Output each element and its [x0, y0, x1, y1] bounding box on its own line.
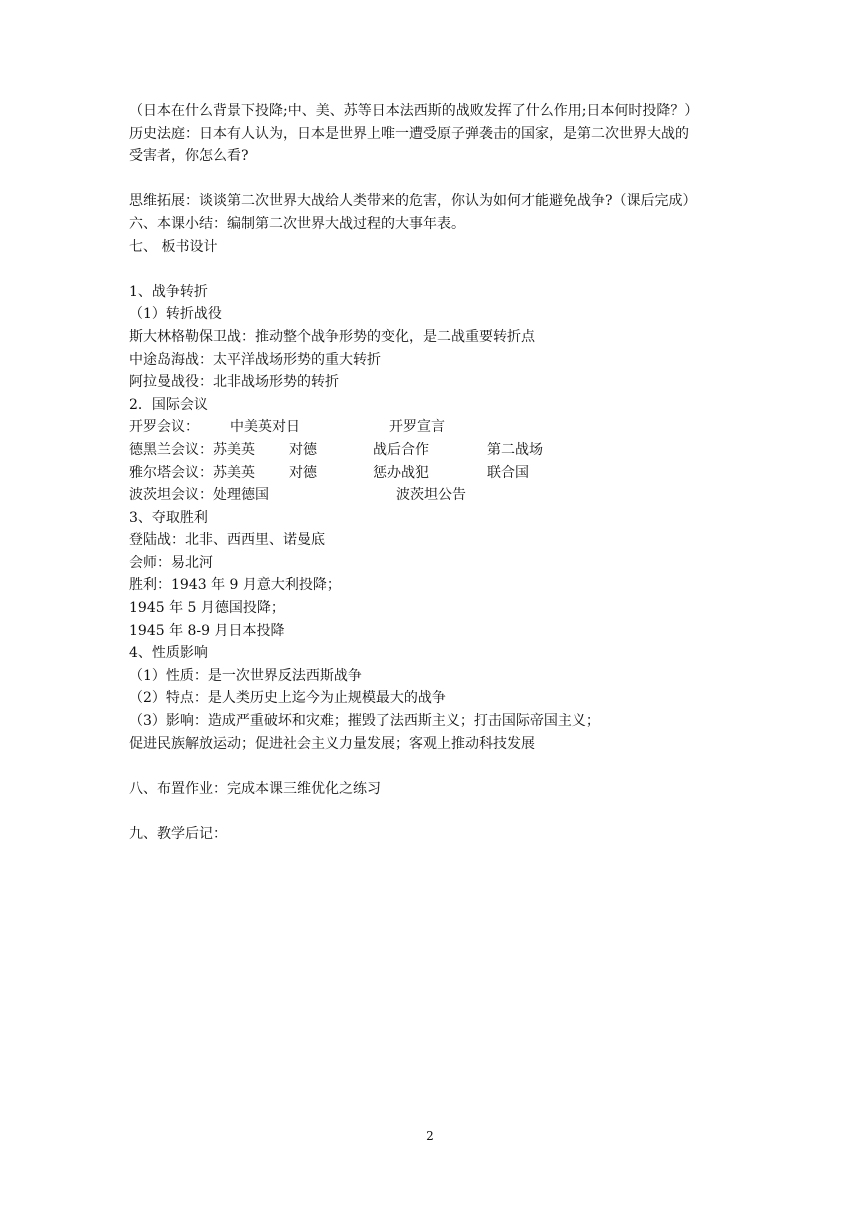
yalta-target: 对德	[289, 464, 317, 481]
paragraph-history-court-cont: 受害者，你怎么看?	[129, 148, 249, 165]
yalta-result: 联合国	[487, 464, 529, 481]
cairo-name: 开罗会议：	[129, 419, 199, 436]
board-line-impact-cont: 促进民族解放运动；促进社会主义力量发展；客观上推动科技发展	[129, 735, 535, 752]
blank-line	[129, 755, 739, 778]
board-line-elbe: 会师：易北河	[129, 554, 213, 571]
section-board-design: 七、 板书设计	[129, 238, 218, 255]
board-line-nature: （1）性质：是一次世界反法西斯战争	[129, 667, 362, 684]
board-line-germany: 1945 年 5 月德国投降；	[129, 600, 285, 617]
blank-line	[129, 258, 739, 281]
board-line-impact: （3）影响：造成严重破坏和灾难；摧毁了法西斯主义；打击国际帝国主义；	[129, 713, 600, 730]
board-heading-turning-point: 1、战争转折	[129, 283, 208, 300]
paragraph-japan-surrender-question: （日本在什么背景下投降;中、美、苏等日本法西斯的战败发挥了什么作用;日本何时投降？）	[129, 103, 699, 119]
board-row-tehran	[129, 439, 739, 462]
board-line-stalingrad: 斯大林格勒保卫战：推动整个战争形势的变化，是二战重要转折点	[129, 328, 535, 345]
board-line-midway: 中途岛海战：太平洋战场形势的重大转折	[129, 351, 381, 368]
board-line-features: （2）特点：是人类历史上迄今为止规模最大的战争	[129, 690, 446, 707]
tehran-name: 德黑兰会议：苏美英	[129, 441, 255, 458]
tehran-target: 对德	[289, 441, 317, 458]
section-postscript: 九、教学后记：	[129, 826, 227, 842]
tehran-topic: 战后合作	[373, 441, 429, 458]
paragraph-thinking-extension: 思维拓展：谈谈第二次世界大战给人类带来的危害，你认为如何才能避免战争?（课后完成）	[129, 193, 697, 210]
blank-line	[129, 168, 739, 191]
board-row-yalta	[129, 462, 739, 485]
board-row-cairo	[129, 416, 739, 439]
board-row-potsdam	[129, 484, 739, 507]
board-line-alamein: 阿拉曼战役：北非战场形势的转折	[129, 374, 339, 391]
cairo-result: 开罗宣言	[389, 419, 445, 436]
board-line-italy: 胜利：1943 年 9 月意大利投降；	[129, 577, 341, 594]
board-line-japan: 1945 年 8-9 月日本投降	[129, 622, 285, 639]
cairo-parties: 中美英对日	[230, 419, 300, 436]
tehran-result: 第二战场	[487, 441, 543, 458]
board-line-landings: 登陆战：北非、西西里、诺曼底	[129, 532, 325, 549]
paragraph-history-court: 历史法庭：日本有人认为，日本是世界上唯一遭受原子弹袭击的国家，是第二次世界大战的	[129, 125, 689, 142]
section-lesson-summary: 六、本课小结：编制第二次世界大战过程的大事年表。	[129, 215, 465, 232]
section-homework: 八、布置作业：完成本课三维优化之练习	[129, 780, 381, 797]
document-body	[129, 100, 739, 846]
board-heading-conferences: 2．国际会议	[129, 396, 208, 413]
potsdam-result: 波茨坦公告	[396, 487, 466, 504]
yalta-topic: 惩办战犯	[373, 464, 429, 481]
page-number: 2	[426, 1129, 434, 1143]
board-heading-nature: 4、性质影响	[129, 645, 208, 662]
board-heading-victory: 3、夺取胜利	[129, 509, 208, 526]
blank-line	[129, 800, 739, 823]
board-sub-turning-battles: （1）转折战役	[129, 306, 222, 323]
yalta-name: 雅尔塔会议：苏美英	[129, 464, 255, 481]
potsdam-name: 波茨坦会议：处理德国	[129, 487, 269, 504]
